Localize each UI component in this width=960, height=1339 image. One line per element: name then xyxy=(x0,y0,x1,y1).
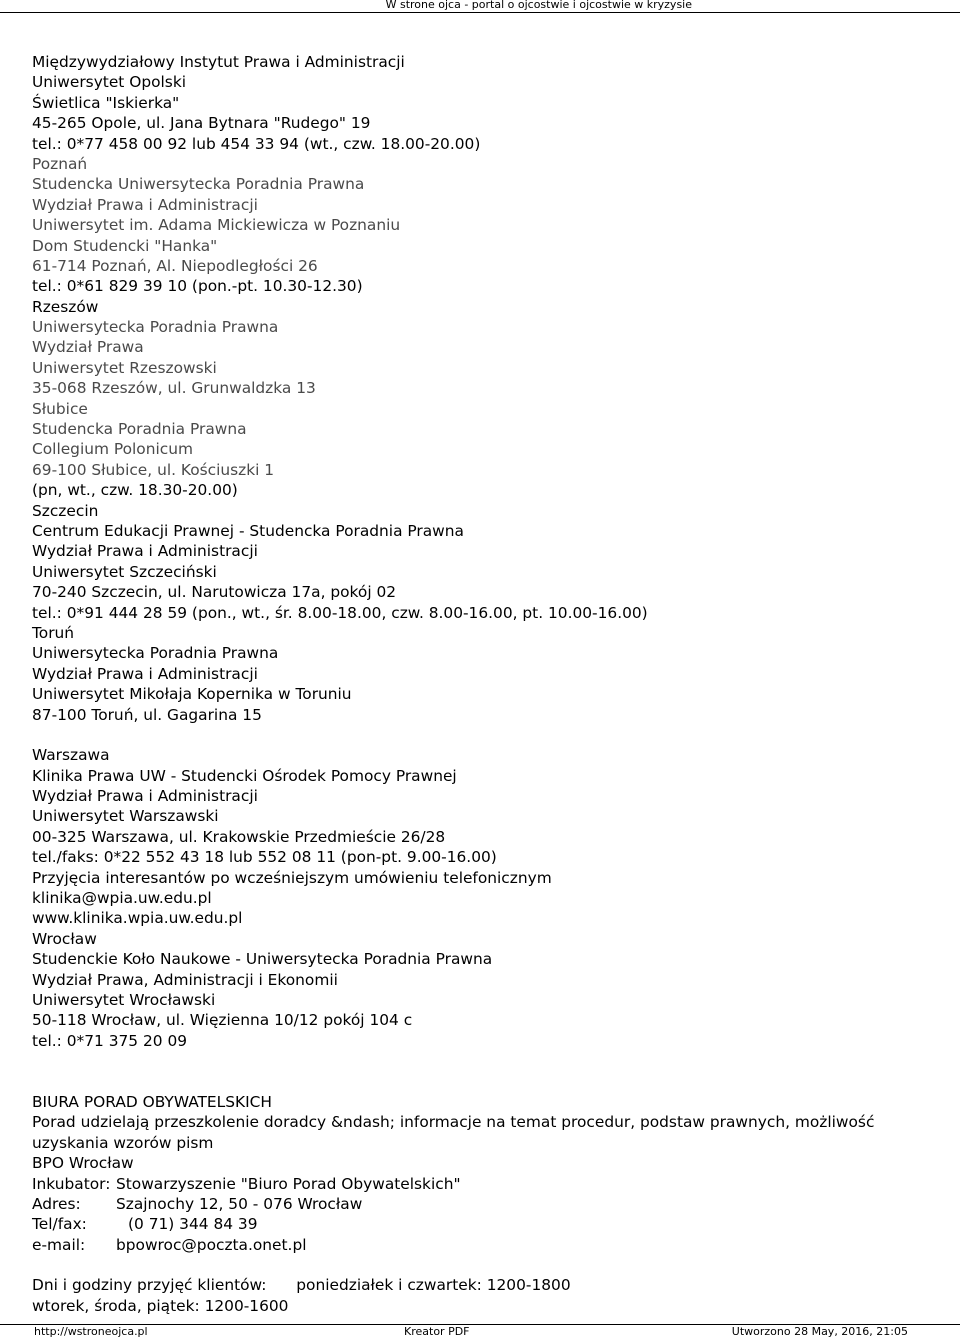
tel-label: Tel/fax: xyxy=(32,1215,87,1234)
slubice-line-3: Collegium Polonicum xyxy=(32,440,193,459)
opole-line-4: 45-265 Opole, ul. Jana Bytnara "Rudego" 19 xyxy=(32,114,371,133)
footer-url: http://wstroneojca.pl xyxy=(34,1325,148,1338)
spacer xyxy=(32,1051,932,1092)
hours-label: Dni i godziny przyjęć klientów: xyxy=(32,1276,267,1295)
section-slubice xyxy=(32,399,932,501)
opole-line-2: Uniwersytet Opolski xyxy=(32,73,187,92)
szczecin-line-3: Wydział Prawa i Administracji xyxy=(32,542,258,561)
warszawa-line-4: Uniwersytet Warszawski xyxy=(32,807,219,826)
spacer xyxy=(32,725,932,745)
warszawa-email: klinika@wpia.uw.edu.pl xyxy=(32,889,212,908)
slubice-line-4: 69-100 Słubice, ul. Kościuszki 1 xyxy=(32,460,275,479)
section-wroclaw xyxy=(32,929,932,1051)
szczecin-line-4: Uniwersytet Szczeciński xyxy=(32,562,217,581)
adres-label: Adres: xyxy=(32,1194,81,1213)
hours-value: poniedziałek i czwartek: 1200-1800 xyxy=(296,1276,571,1295)
section-poznan xyxy=(32,154,932,297)
section-opole xyxy=(32,52,932,154)
section-szczecin xyxy=(32,501,932,623)
spacer xyxy=(32,1255,932,1275)
warszawa-website: www.klinika.wpia.uw.edu.pl xyxy=(32,909,243,928)
poznan-line-2: Studencka Uniwersytecka Poradnia Prawna xyxy=(32,175,365,194)
opole-line-5: tel.: 0*77 458 00 92 lub 454 33 94 (wt., czw. 18.00-20.00) xyxy=(32,134,481,153)
biura-heading: BIURA PORAD OBYWATELSKICH xyxy=(32,1092,272,1111)
szczecin-line-6: tel.: 0*91 444 28 59 (pon., wt., śr. 8.00-18.00, czw. 8.00-16.00, pt. 10.00-16.00) xyxy=(32,603,648,622)
poznan-line-6: 61-714 Poznań, Al. Niepodległości 26 xyxy=(32,256,318,275)
torun-line-2: Uniwersytecka Poradnia Prawna xyxy=(32,644,279,663)
warszawa-line-3: Wydział Prawa i Administracji xyxy=(32,787,258,806)
warszawa-line-6: tel./faks: 0*22 552 43 18 lub 552 08 11 (pon-pt. 9.00-16.00) xyxy=(32,848,497,867)
wroclaw-line-2: Studenckie Koło Naukowe - Uniwersytecka Poradnia Prawna xyxy=(32,950,493,969)
torun-line-4: Uniwersytet Mikołaja Kopernika w Toruniu xyxy=(32,685,352,704)
biura-email-row xyxy=(32,1235,932,1255)
rzeszow-line-4: Uniwersytet Rzeszowski xyxy=(32,358,217,377)
footer-creator: Kreator PDF xyxy=(404,1325,470,1338)
warszawa-line-5: 00-325 Warszawa, ul. Krakowskie Przedmieście 26/28 xyxy=(32,827,446,846)
biura-adres-row xyxy=(32,1194,932,1214)
biura-tel-row xyxy=(32,1214,932,1234)
section-warszawa xyxy=(32,745,932,929)
poznan-line-4: Uniwersytet im. Adama Mickiewicza w Poznaniu xyxy=(32,216,401,235)
slubice-line-5: (pn, wt., czw. 18.30-20.00) xyxy=(32,481,238,500)
wroclaw-line-5: 50-118 Wrocław, ul. Więzienna 10/12 pokój 104 c xyxy=(32,1011,413,1030)
torun-line-5: 87-100 Toruń, ul. Gagarina 15 xyxy=(32,705,262,724)
warszawa-line-7: Przyjęcia interesantów po wcześniejszym umówieniu telefonicznym xyxy=(32,868,552,887)
section-torun xyxy=(32,623,932,725)
page-footer xyxy=(0,1324,960,1339)
opole-line-3: Świetlica "Iskierka" xyxy=(32,93,180,112)
opole-line-1: Międzywydziałowy Instytut Prawa i Administracji xyxy=(32,53,405,71)
szczecin-line-2: Centrum Edukacji Prawnej - Studencka Poradnia Prawna xyxy=(32,521,464,540)
poznan-city: Poznań xyxy=(32,154,88,173)
torun-city: Toruń xyxy=(32,623,75,642)
tel-value: (0 71) 344 84 39 xyxy=(128,1215,258,1234)
wroclaw-line-6: tel.: 0*71 375 20 09 xyxy=(32,1031,188,1050)
email-label: e-mail: xyxy=(32,1235,86,1254)
wroclaw-city: Wrocław xyxy=(32,929,97,948)
szczecin-line-5: 70-240 Szczecin, ul. Narutowicza 17a, pokój 02 xyxy=(32,583,397,602)
poznan-line-5: Dom Studencki "Hanka" xyxy=(32,236,218,255)
biura-hours-line-2: wtorek, środa, piątek: 1200-1600 xyxy=(32,1296,289,1315)
warszawa-line-2: Klinika Prawa UW - Studencki Ośrodek Pomocy Prawnej xyxy=(32,766,457,785)
torun-line-3: Wydział Prawa i Administracji xyxy=(32,664,258,683)
biura-bpo: BPO Wrocław xyxy=(32,1154,134,1173)
wroclaw-line-4: Uniwersytet Wrocławski xyxy=(32,990,216,1009)
section-biura xyxy=(32,1092,932,1316)
inkubator-label: Inkubator: xyxy=(32,1174,111,1193)
wroclaw-line-3: Wydział Prawa, Administracji i Ekonomii xyxy=(32,970,338,989)
poznan-line-3: Wydział Prawa i Administracji xyxy=(32,195,258,214)
adres-value: Szajnochy 12, 50 - 076 Wrocław xyxy=(116,1194,363,1213)
rzeszow-line-3: Wydział Prawa xyxy=(32,338,144,357)
page-header xyxy=(0,0,960,13)
biura-hours-row xyxy=(32,1275,932,1295)
biura-inkubator-row xyxy=(32,1174,932,1194)
rzeszow-city: Rzeszów xyxy=(32,297,99,316)
warszawa-city: Warszawa xyxy=(32,746,110,765)
email-value: bpowroc@poczta.onet.pl xyxy=(116,1235,307,1254)
header-title: W strone ojca - portal o ojcostwie i ojcostwie w kryzysie xyxy=(385,0,692,11)
section-rzeszow xyxy=(32,297,932,399)
biura-intro: Porad udzielają przeszkolenie doradcy &ndash; informacje na temat procedur, podstaw prawnych, możliwość uzyskania wzorów pism xyxy=(32,1113,875,1152)
document-body xyxy=(32,52,932,1316)
poznan-line-7: tel.: 0*61 829 39 10 (pon.-pt. 10.30-12.30) xyxy=(32,277,363,296)
szczecin-city: Szczecin xyxy=(32,501,99,520)
slubice-line-2: Studencka Poradnia Prawna xyxy=(32,420,247,439)
slubice-city: Słubice xyxy=(32,399,88,418)
rzeszow-line-5: 35-068 Rzeszów, ul. Grunwaldzka 13 xyxy=(32,379,316,398)
inkubator-value: Stowarzyszenie "Biuro Porad Obywatelskich" xyxy=(116,1174,461,1193)
footer-created: Utworzono 28 May, 2016, 21:05 xyxy=(731,1325,908,1338)
rzeszow-line-2: Uniwersytecka Poradnia Prawna xyxy=(32,318,279,337)
